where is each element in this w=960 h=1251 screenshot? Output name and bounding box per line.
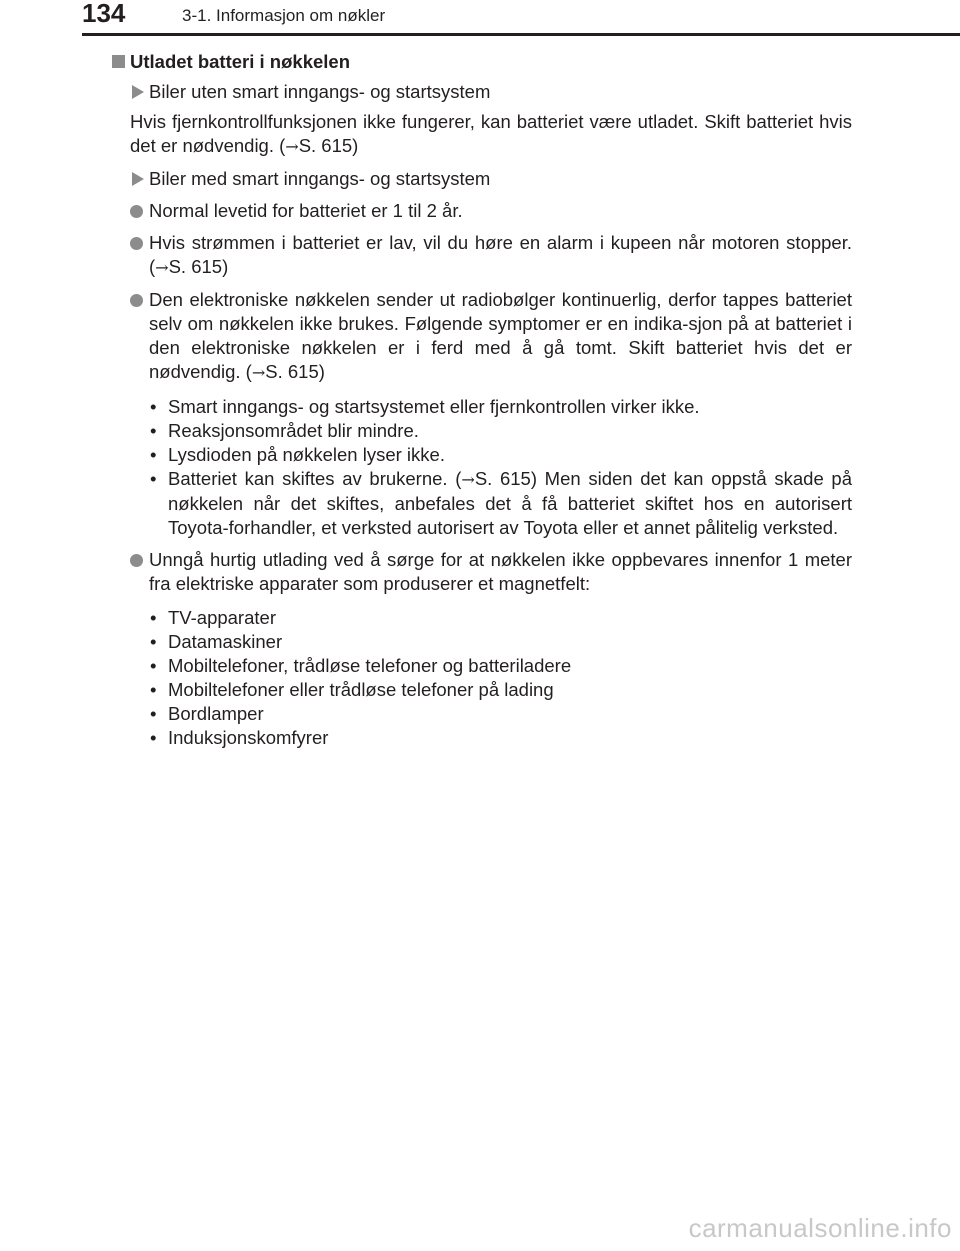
bullet-avoid-discharge: Unngå hurtig utlading ved å sørge for at nøkkelen ikke oppbevares innenfor 1 meter fra elektriske apparater som produserer et magnetfelt: [112,548,852,596]
circle-bullet-icon [130,237,143,250]
arrow-icon: → [285,137,299,156]
page-reference[interactable]: S. 615) [265,361,325,382]
section-heading [112,50,852,74]
list-item: • Batteriet kan skiftes av brukerne. (→S. 615) Men siden det kan oppstå skade på nøkkelen når det skiftes, anbefales det å få batteriet skiftet hos en autorisert Toyota-forhandler, et verksted autorisert av Toyota eller et annet pålitelig verksted. [112,467,852,540]
subheading-label: Biler uten smart inngangs- og startsystem [149,81,491,102]
page-header [0,0,960,40]
subheading-without-smart [130,80,852,104]
heading-text: Utladet batteri i nøkkelen [130,51,350,72]
header-rule [82,33,960,36]
symptom-list [112,395,852,540]
watermark: carmanualsonline.info [688,1213,952,1243]
list-item: • TV-apparater [112,606,852,630]
list-item: • Mobiltelefoner, trådløse telefoner og batteriladere [112,654,852,678]
page-content [112,50,852,750]
subheading-label: Biler med smart inngangs- og startsystem [149,168,491,189]
arrow-icon: → [155,258,169,277]
page-number: 134 [82,0,126,28]
circle-bullet-icon [130,554,143,567]
list-item: • Bordlamper [112,702,852,726]
arrow-icon: → [251,363,266,382]
page-reference[interactable]: S. 615) [168,256,229,277]
circle-bullet-icon [130,294,143,307]
list-item: • Mobiltelefoner eller trådløse telefoner på lading [112,678,852,702]
square-bullet-icon [112,55,125,68]
circle-bullet-icon [130,205,143,218]
arrow-icon: → [461,470,475,489]
subheading-with-smart [130,167,852,191]
bullet-battery-life: Normal levetid for batteriet er 1 til 2 år. [112,199,852,223]
list-item: • Lysdioden på nøkkelen lyser ikke. [112,443,852,467]
section-title: 3-1. Informasjon om nøkler [182,6,386,25]
page-reference[interactable]: S. 615) [298,135,359,156]
list-item: • Induksjonskomfyrer [112,726,852,750]
device-list [112,606,852,750]
list-item: • Datamaskiner [112,630,852,654]
bullet-radio-waves: Den elektroniske nøkkelen sender ut radiobølger kontinuerlig, derfor tappes batteriet selv om nøkkelen ikke brukes. Følgende symptomer er en indika-sjon på at batteriet i den elektroniske nøkkelen er i ferd med å gå tomt. Skift batteriet hvis det er nødvendig. (→S. 615) [112,288,852,385]
triangle-bullet-icon [132,172,144,186]
list-item: • Smart inngangs- og startsystemet eller fjernkontrollen virker ikke. [112,395,852,419]
triangle-bullet-icon [132,85,144,99]
paragraph-remote-battery: Hvis fjernkontrollfunksjonen ikke fungerer, kan batteriet være utladet. Skift batteriet hvis det er nødvendig. (→S. 615) [130,111,852,156]
list-item: • Reaksjonsområdet blir mindre. [112,419,852,443]
bullet-low-battery-alarm: Hvis strømmen i batteriet er lav, vil du høre en alarm i kupeen når motoren stopper. (→S. 615) [112,231,852,280]
